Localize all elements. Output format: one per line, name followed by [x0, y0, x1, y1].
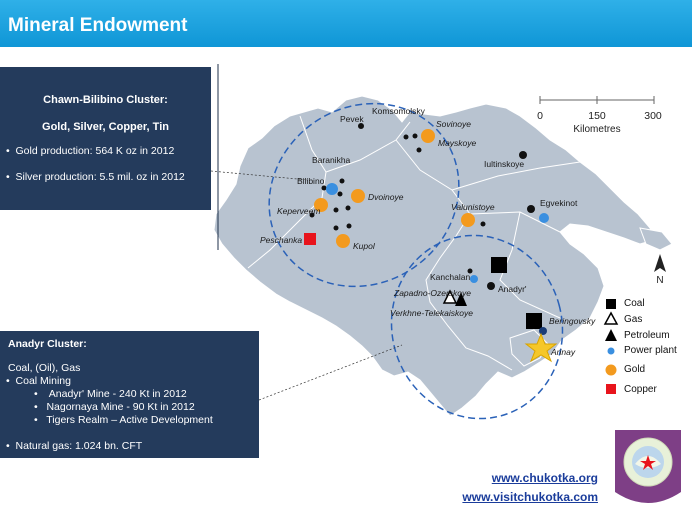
scale-unit: Kilometres [573, 124, 621, 135]
anadyr-coal-heading: • Coal Mining [6, 375, 71, 387]
label-valunistoye: Valunistoye [451, 202, 495, 212]
label-pevek: Pevek [340, 114, 364, 124]
label-baranikha: Baranikha [312, 155, 351, 165]
label-arinay: Arinay [551, 347, 576, 357]
anadyr-gas-bullet: • Natural gas: 1.024 bn. CFT [6, 440, 143, 452]
anadyr-coal-item-1: • Anadyr' Mine - 240 Kt in 2012 [34, 388, 187, 400]
chukotka-crest-logo [613, 428, 683, 510]
anadyr-coal-item-2: • Nagornaya Mine - 90 Kt in 2012 [34, 401, 195, 413]
anadyr-coal-item-3: • Tigers Realm – Active Development [34, 414, 213, 426]
chawn-bullet-silver: • Silver production: 5.5 mil. oz in 2012 [6, 171, 185, 183]
label-keperveem: Keperveem [277, 206, 321, 216]
land-mass [214, 96, 654, 416]
legend-copper-label: Copper [624, 384, 657, 395]
anadyr-panel-title: Anadyr Cluster: [8, 338, 87, 350]
legend-petroleum-symbol [605, 329, 617, 341]
gold-dvoinoye [351, 189, 365, 203]
power-bilibino [326, 183, 338, 195]
label-sovinoye: Sovinoye [436, 119, 471, 129]
link-visitchukotka[interactable]: www.visitchukotka.com [462, 490, 598, 504]
label-peschanka: Peschanka [260, 235, 303, 245]
anadyr-panel [0, 331, 259, 458]
legend-copper-symbol [606, 384, 616, 394]
label-kupol: Kupol [353, 241, 375, 251]
gold-mayskoye [421, 129, 435, 143]
legend-power-label: Power plant [624, 345, 677, 356]
anadyr-panel-subtitle: Coal, (Oil), Gas [8, 362, 81, 374]
power-kanchalan [470, 275, 478, 283]
label-komsomolsky: Komsomolsky [372, 106, 425, 116]
label-dvoinoye: Dvoinoye [368, 192, 404, 202]
legend-coal-symbol [606, 299, 616, 309]
legend-gold-label: Gold [624, 364, 646, 375]
scale-tick-300: 300 [644, 110, 662, 122]
svg-text:N: N [656, 275, 664, 286]
legend-coal-label: Coal [624, 298, 645, 309]
legend-petroleum-label: Petroleum [624, 330, 670, 341]
legend-gold-symbol [606, 365, 617, 376]
label-kanchalan: Kanchalan [430, 272, 471, 282]
label-zapadno-ozerskoye: Zapadno-Ozerskoye [394, 288, 472, 298]
legend-gas-symbol [605, 313, 617, 324]
power-beringovsky [539, 327, 547, 335]
gold-valunistoye [461, 213, 475, 227]
legend-gas-label: Gas [624, 314, 643, 325]
scale-tick-150: 150 [588, 110, 606, 122]
label-beringovsky: Beringovsky [549, 316, 596, 326]
land-peninsula [640, 228, 672, 250]
power-egvekinot [539, 213, 549, 223]
coal-beringovsky [526, 313, 542, 329]
label-mayskoye: Mayskoye [438, 138, 477, 148]
scale-bar [537, 96, 662, 135]
label-anadyr: Anadyr' [498, 284, 527, 294]
page-title: Mineral Endowment [8, 15, 188, 36]
label-verkhne-telekaiskoye: Verkhne-Telekaiskoye [390, 308, 473, 318]
link-chukotka[interactable]: www.chukotka.org [491, 471, 598, 485]
copper-peschanka [304, 233, 316, 245]
chawn-bullet-gold: • Gold production: 564 K oz in 2012 [6, 145, 175, 157]
scale-tick-0: 0 [537, 110, 543, 122]
map-legend [605, 299, 617, 394]
label-iultinskoye: Iultinskoye [484, 159, 525, 169]
gold-kupol [336, 234, 350, 248]
chawn-panel-title: Chawn-Bilibino Cluster: [43, 94, 168, 106]
chawn-panel-subtitle: Gold, Silver, Copper, Tin [42, 121, 169, 133]
legend-power-symbol [608, 348, 615, 355]
label-bilibino: Bilibino [297, 176, 325, 186]
chawn-bilibino-panel [0, 67, 211, 210]
label-egvekinot: Egvekinot [540, 198, 578, 208]
coal-anadyr [491, 257, 507, 273]
north-arrow-icon [654, 254, 666, 286]
